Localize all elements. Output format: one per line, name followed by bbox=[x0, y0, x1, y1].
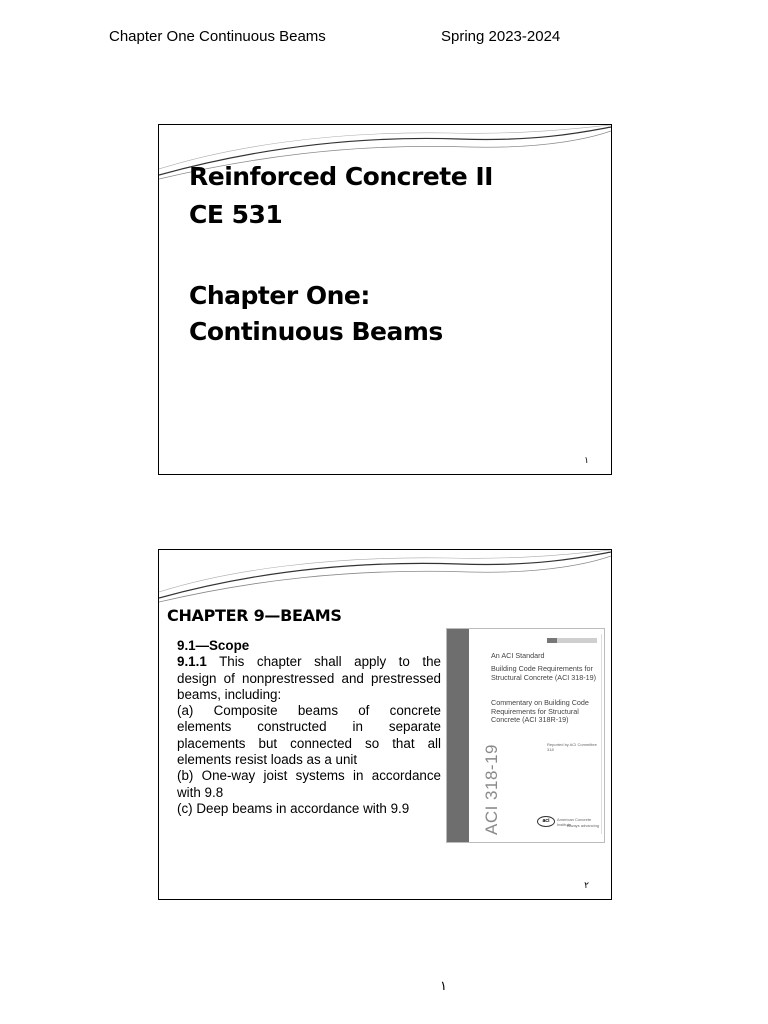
cover-title-2: Commentary on Building Code Requirements for Structural Concrete (ACI 318R-19) bbox=[491, 698, 589, 724]
body-line: (a) Composite beams of concrete bbox=[177, 703, 441, 719]
cover-standard: An ACI Standard bbox=[491, 651, 545, 660]
cover-publisher: American Concrete Institute bbox=[557, 817, 592, 827]
body-line: elements resist loads as a unit bbox=[177, 752, 358, 768]
slide-2 bbox=[158, 549, 612, 900]
aci-logo: aci bbox=[537, 816, 555, 827]
cover-tagline: Always advancing bbox=[567, 823, 600, 828]
body-line: (c) Deep beams in accordance with 9.9 bbox=[177, 800, 410, 816]
slide-1 bbox=[158, 124, 612, 475]
clause-number: 9.1.1 bbox=[177, 654, 207, 670]
slide-number: ١ bbox=[584, 455, 589, 465]
slide-number: ٢ bbox=[584, 880, 589, 890]
aci-cover-image bbox=[446, 628, 605, 843]
cover-side-bar bbox=[447, 629, 469, 842]
cover-tag bbox=[547, 638, 597, 643]
slide-title-line-3: Chapter One: bbox=[189, 281, 370, 310]
body-line: This chapter shall apply to the bbox=[219, 654, 441, 670]
cover-reported-by: Reported by ACI Committee 318 bbox=[547, 742, 597, 752]
body-line: elements constructed in separate bbox=[177, 719, 441, 735]
page-header-right: Spring 2023-2024 bbox=[441, 28, 561, 45]
cover-edge bbox=[601, 634, 602, 834]
slide-title-line-4: Continuous Beams bbox=[189, 317, 443, 346]
slide-heading: CHAPTER 9—BEAMS bbox=[167, 606, 342, 625]
scope-text bbox=[177, 638, 441, 817]
body-line: placements but connected so that all bbox=[177, 735, 441, 751]
body-line: with 9.8 bbox=[177, 784, 224, 800]
cover-spine-text: ACI 318-19 bbox=[482, 744, 501, 835]
body-line: beams, including: bbox=[177, 686, 282, 702]
cover-title-1: Building Code Requirements for Structural Concrete (ACI 318-19) bbox=[491, 664, 597, 682]
body-line: design of nonprestressed and prestressed bbox=[177, 670, 441, 686]
page-header-left: Chapter One Continuous Beams bbox=[109, 28, 326, 45]
page-number: ١ bbox=[440, 978, 447, 993]
section-title: 9.1—Scope bbox=[177, 638, 250, 653]
slide-title-line-1: Reinforced Concrete II bbox=[189, 162, 493, 191]
slide-title-line-2: CE 531 bbox=[189, 200, 283, 229]
body-line: (b) One-way joist systems in accordance bbox=[177, 768, 441, 784]
